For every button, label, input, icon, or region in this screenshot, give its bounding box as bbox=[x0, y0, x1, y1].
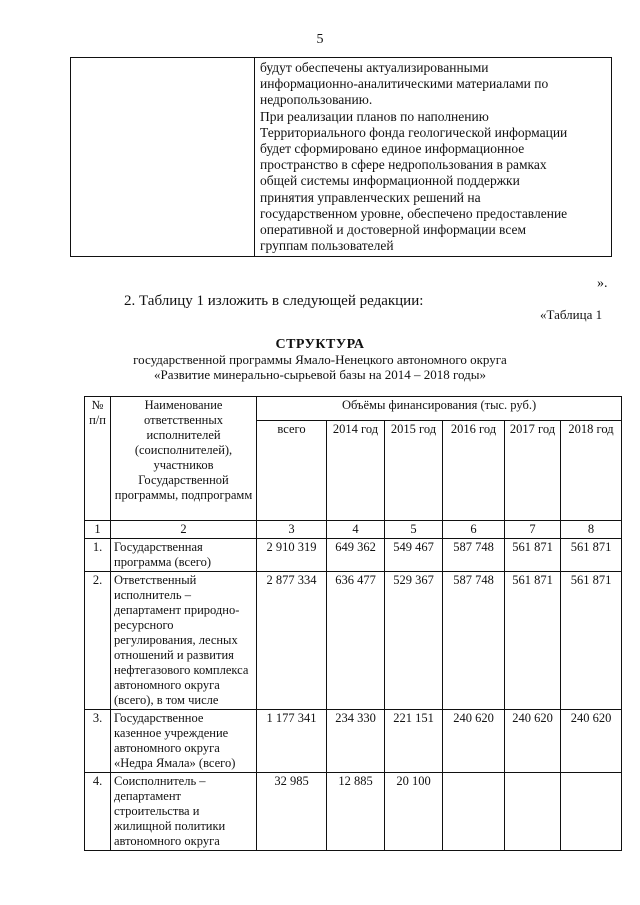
page-number: 5 bbox=[316, 32, 324, 47]
value-2016: 240 620 bbox=[443, 710, 505, 773]
value-2014: 636 477 bbox=[327, 572, 385, 710]
row-name: Соисполнитель – департамент строительства и жилищной политики автономного округа bbox=[111, 773, 257, 851]
header-2015: 2015 год bbox=[385, 421, 443, 521]
value-2018: 240 620 bbox=[561, 710, 622, 773]
table-row bbox=[85, 710, 622, 773]
value-2015: 529 367 bbox=[385, 572, 443, 710]
text-line: пространство в сфере недропользования в рамках bbox=[260, 157, 547, 173]
text-line: оперативной и достоверной информации всем bbox=[260, 222, 527, 238]
structure-table bbox=[84, 396, 622, 851]
value-2015: 221 151 bbox=[385, 710, 443, 773]
text-line: информационно-аналитическими материалами по bbox=[260, 76, 549, 92]
row-number: 3. bbox=[85, 710, 111, 773]
header-funding: Объёмы финансирования (тыс. руб.) bbox=[257, 397, 622, 421]
value-2015: 549 467 bbox=[385, 539, 443, 572]
closing-quote: ». bbox=[597, 276, 608, 291]
structure-subtitle-1: государственной программы Ямало-Ненецкого автономного округа bbox=[133, 352, 507, 367]
value-2014: 12 885 bbox=[327, 773, 385, 851]
text-line: недропользованию. bbox=[260, 92, 373, 108]
value-2017 bbox=[505, 773, 561, 851]
row-number: 1. bbox=[85, 539, 111, 572]
header-2018: 2018 год bbox=[561, 421, 622, 521]
index-cell: 2 bbox=[111, 521, 257, 539]
value-total: 2 877 334 bbox=[257, 572, 327, 710]
value-2018: 561 871 bbox=[561, 539, 622, 572]
instruction-item-2: 2. Таблицу 1 изложить в следующей редакции: bbox=[124, 293, 424, 309]
value-2014: 234 330 bbox=[327, 710, 385, 773]
header-total: всего bbox=[257, 421, 327, 521]
value-2015: 20 100 bbox=[385, 773, 443, 851]
row-name: Государственное казенное учреждение автономного округа «Недра Ямала» (всего) bbox=[111, 710, 257, 773]
value-2017: 240 620 bbox=[505, 710, 561, 773]
value-2018: 561 871 bbox=[561, 572, 622, 710]
header-name: Наименование ответственных исполнителей (соисполнителей), участников Государственной программы, подпрограмм bbox=[111, 397, 257, 521]
table-label: «Таблица 1 bbox=[540, 307, 603, 322]
value-total: 1 177 341 bbox=[257, 710, 327, 773]
value-2016: 587 748 bbox=[443, 572, 505, 710]
value-2017: 561 871 bbox=[505, 539, 561, 572]
header-num: № п/п bbox=[85, 397, 111, 521]
text-line: будет сформировано единое информационное bbox=[260, 141, 525, 157]
index-cell: 6 bbox=[443, 521, 505, 539]
index-cell: 4 bbox=[327, 521, 385, 539]
text-line: Территориального фонда геологической информации bbox=[260, 124, 568, 140]
index-cell: 3 bbox=[257, 521, 327, 539]
table-row bbox=[85, 773, 622, 851]
value-2016 bbox=[443, 773, 505, 851]
table-row bbox=[85, 572, 622, 710]
header-2017: 2017 год bbox=[505, 421, 561, 521]
structure-subtitle-2: «Развитие минерально-сырьевой базы на 2014 – 2018 годы» bbox=[153, 367, 487, 382]
value-2018 bbox=[561, 773, 622, 851]
index-cell: 8 bbox=[561, 521, 622, 539]
row-name: Ответственный исполнитель – департамент природно-ресурсного регулирования, лесных отношений и развития нефтегазового комплекса автономного округа (всего), в том числе bbox=[111, 572, 257, 710]
value-2014: 649 362 bbox=[327, 539, 385, 572]
row-number: 2. bbox=[85, 572, 111, 710]
value-2016: 587 748 bbox=[443, 539, 505, 572]
text-line: государственном уровне, обеспечено предоставление bbox=[260, 205, 568, 221]
table-row bbox=[85, 539, 622, 572]
description-cell bbox=[255, 58, 612, 257]
value-total: 32 985 bbox=[257, 773, 327, 851]
index-cell: 7 bbox=[505, 521, 561, 539]
text-line: принятия управленческих решений на bbox=[260, 189, 481, 205]
empty-left-cell bbox=[71, 58, 255, 257]
value-2017: 561 871 bbox=[505, 572, 561, 710]
text-line: общей системы информационной поддержки bbox=[260, 173, 520, 189]
continued-table bbox=[70, 57, 612, 257]
structure-title: СТРУКТУРА bbox=[275, 337, 365, 352]
header-2016: 2016 год bbox=[443, 421, 505, 521]
row-name: Государственная программа (всего) bbox=[111, 539, 257, 572]
value-total: 2 910 319 bbox=[257, 539, 327, 572]
header-2014: 2014 год bbox=[327, 421, 385, 521]
text-line: группам пользователей bbox=[260, 238, 394, 254]
index-cell: 1 bbox=[85, 521, 111, 539]
text-line: При реализации планов по наполнению bbox=[260, 108, 489, 124]
row-number: 4. bbox=[85, 773, 111, 851]
text-line: будут обеспечены актуализированными bbox=[260, 60, 489, 75]
index-row bbox=[85, 521, 622, 539]
index-cell: 5 bbox=[385, 521, 443, 539]
